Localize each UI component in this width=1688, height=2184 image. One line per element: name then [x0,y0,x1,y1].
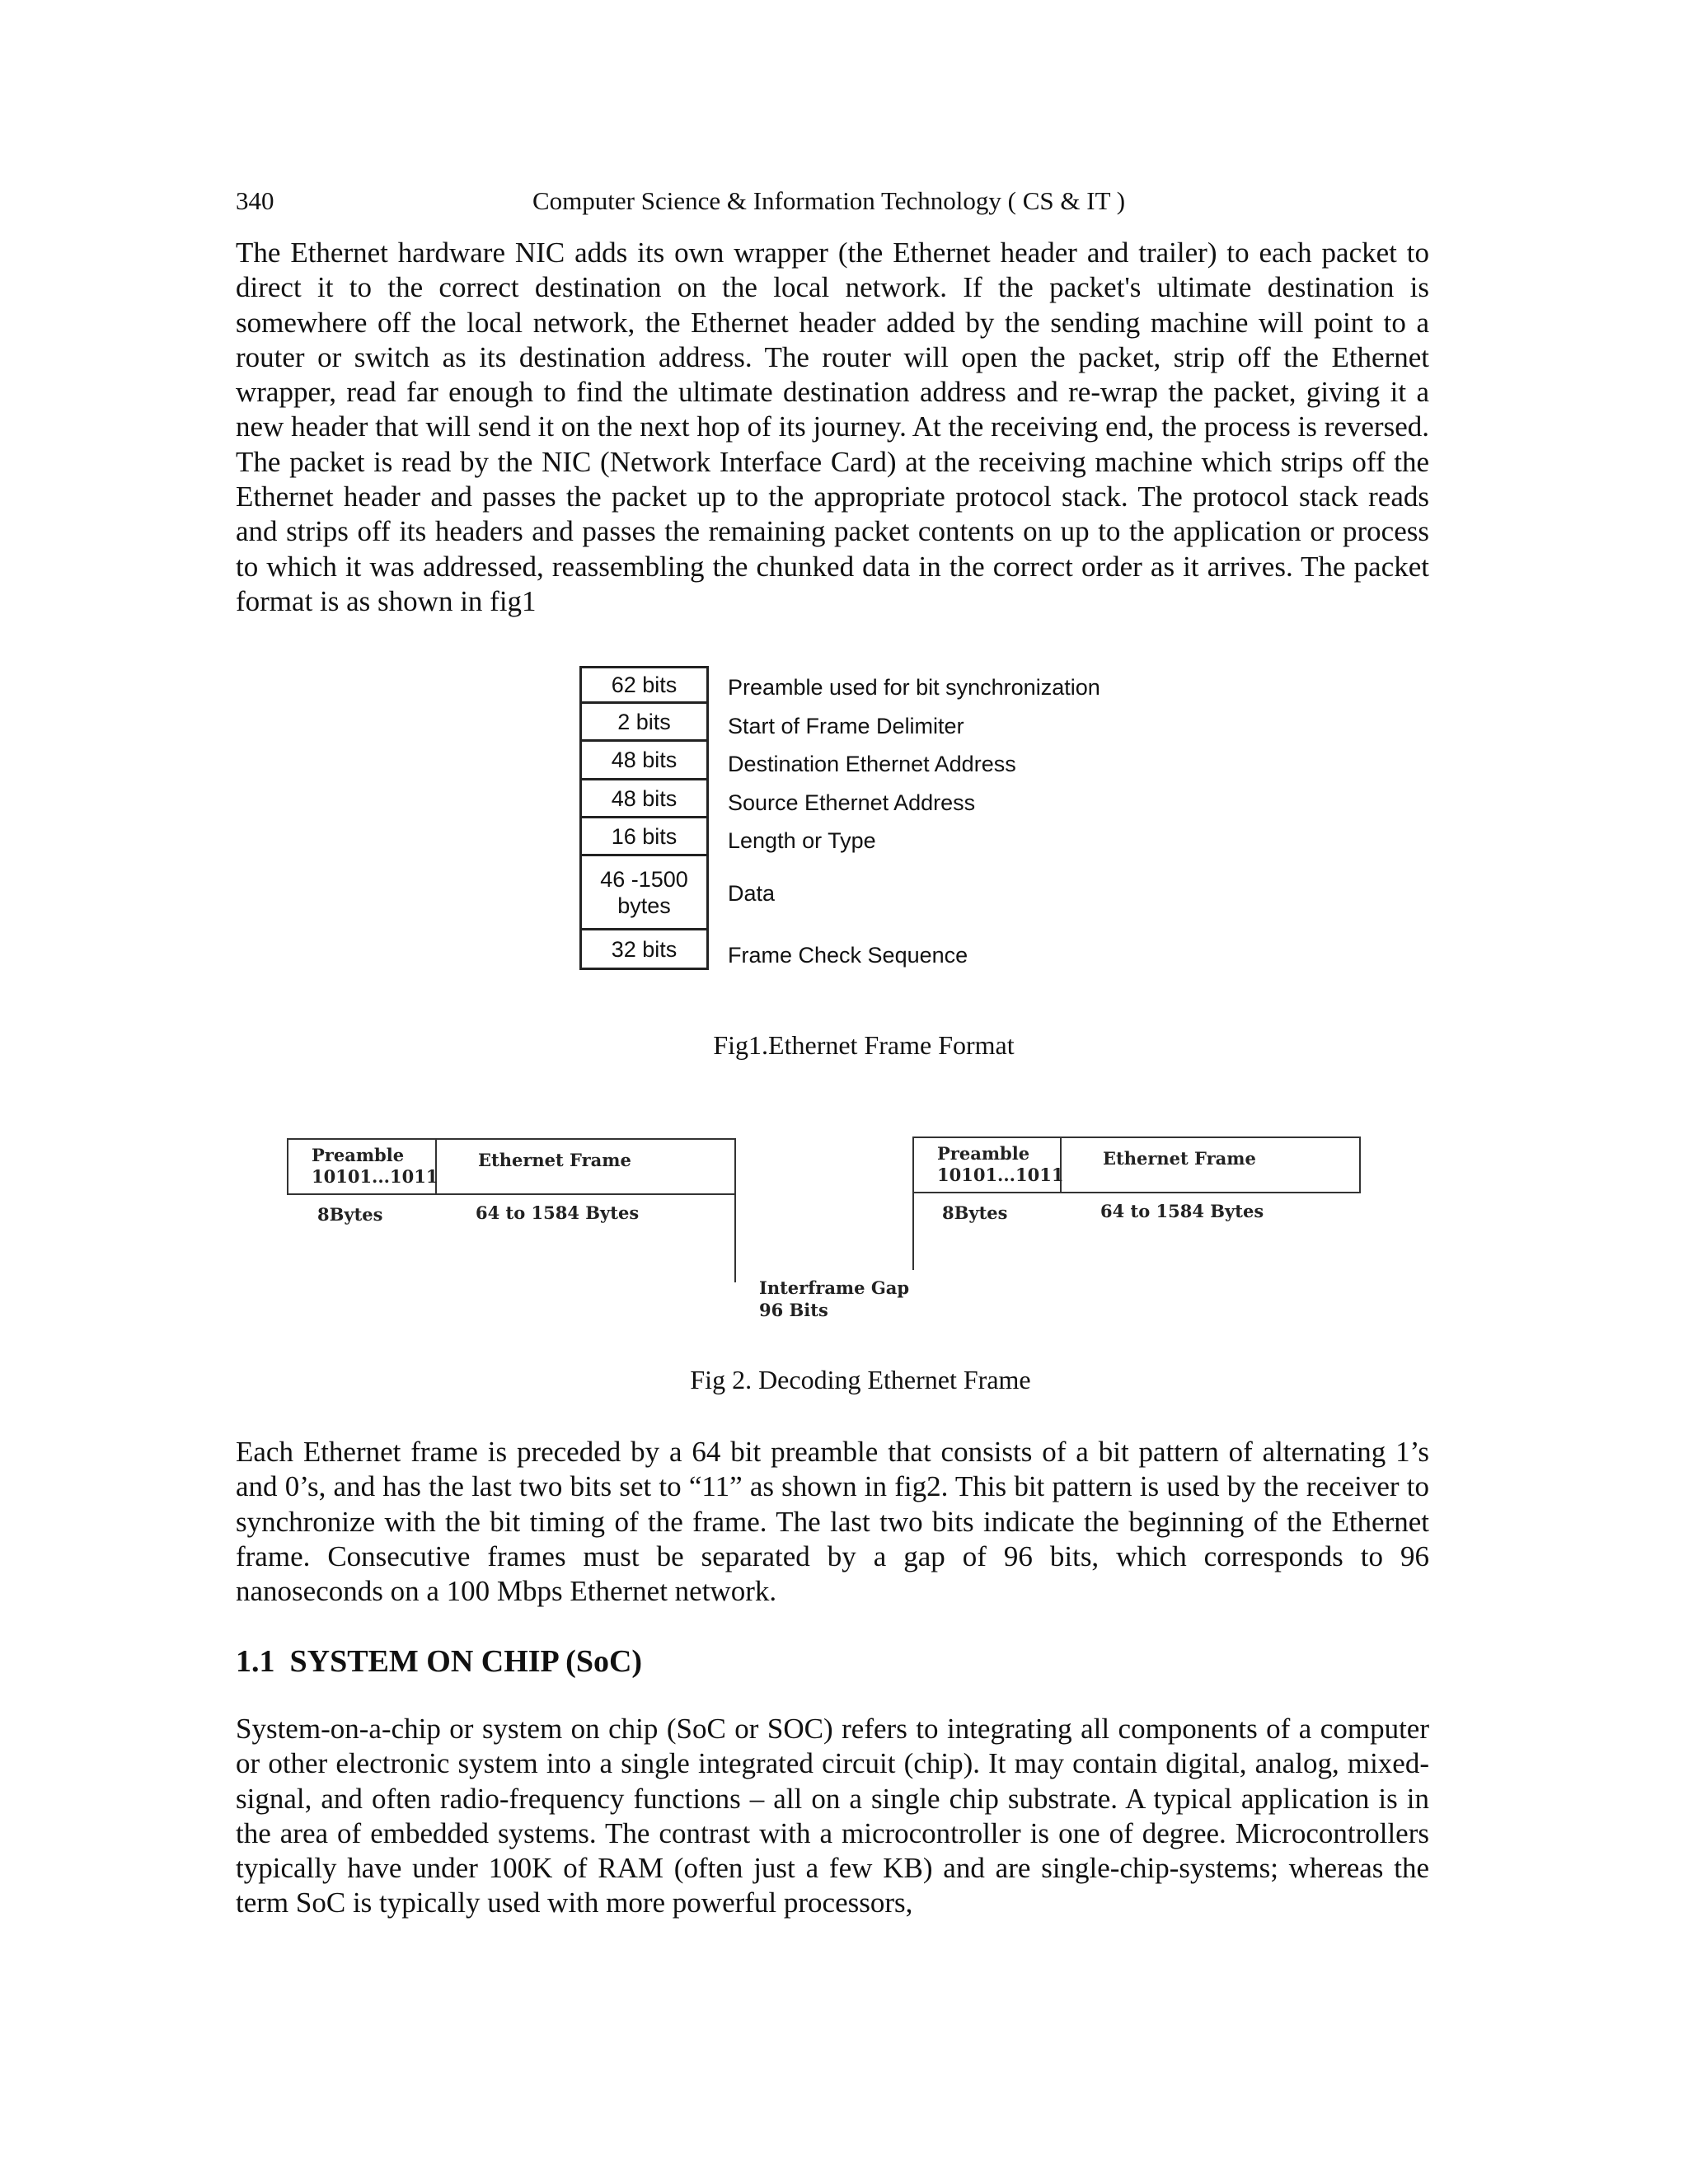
right-ethernet-frame-label: Ethernet Frame [1103,1148,1256,1169]
left-frame-size: 64 to 1584 Bytes [476,1202,640,1223]
body-paragraph-preamble: Each Ethernet frame is preceded by a 64 bit preamble that consists of a bit pattern of alternating 1’s and 0’s, and has the last two bits set to “11” as shown in fig2. This bit pattern is used by the receiver to synchronize with the bit timing of the frame. The last two bits indicate the beginning of the Ethernet frame. Consecutive frames must be separated by a gap of 96 bits, which corresponds to 96 nanoseconds on a 100 Mbps Ethernet network. [236,1436,1429,1608]
page-number: 340 [236,186,274,215]
right-preamble-bits: 10101...1011 [937,1165,1064,1185]
journal-title: Computer Science & Information Technology ( CS & IT ) [532,186,1126,215]
left-preamble-label: Preamble [312,1145,405,1165]
figure-1-caption: Fig1.Ethernet Frame Format [713,1030,1015,1060]
right-preamble-size: 8Bytes [942,1202,1008,1223]
field-size-cell: 48 bits [579,780,709,818]
section-heading [236,1643,642,1680]
field-description: Start of Frame Delimiter [728,713,964,738]
field-description: Length or Type [728,827,876,853]
field-size-cell: 16 bits [579,818,709,856]
field-size-cell: 62 bits [579,666,709,704]
field-size-cell: 48 bits [579,742,709,780]
interframe-gap-label: Interframe Gap [759,1277,910,1298]
left-preamble-bits: 10101...1011 [312,1166,438,1187]
right-preamble-label: Preamble [937,1143,1030,1164]
left-ethernet-frame-label: Ethernet Frame [478,1150,631,1170]
running-header [236,186,1429,219]
field-size-cell: 2 bits [579,704,709,742]
body-paragraph-soc: System-on-a-chip or system on chip (SoC or SOC) refers to integrating all components of a computer or other electronic system into a single integrated circuit (chip). It may contain digital, analog, mixed-signal, and often radio-frequency functions – all on a single chip substrate. A typical application is in the area of embedded systems. The contrast with a microcontroller is one of degree. Microcontrollers typically have under 100K of RAM (often just a few KB) and are single-chip-systems; whereas the term SoC is typically used with more powerful processors, [236,1713,1429,1919]
field-size-cell: 46 -1500 bytes [579,856,709,930]
section-title: SYSTEM ON CHIP (SoC) [289,1644,643,1679]
field-description: Data [728,880,776,906]
field-description: Preamble used for bit synchronization [728,674,1100,700]
section-number: 1.1 [236,1644,275,1679]
figure-2-caption: Fig 2. Decoding Ethernet Frame [690,1365,1031,1394]
field-description: Destination Ethernet Address [728,752,1016,776]
right-frame-gap-line [912,1192,914,1270]
field-description: Frame Check Sequence [728,942,968,968]
field-size-cell: 32 bits [579,930,709,970]
right-frame-size: 64 to 1584 Bytes [1100,1201,1264,1221]
body-paragraph-ethernet-wrapper: The Ethernet hardware NIC adds its own wrapper (the Ethernet header and trailer) to each packet to direct it to the correct destination on the local network. If the packet's ultimate destination is somewhere off the local network, the Ethernet header added by the sending machine will point to a router or switch as its destination address. The router will open the packet, strip off the Ethernet wrapper, read far enough to find the ultimate destination address and re-wrap the packet, giving it a new header that will send it on the next hop of its journey. At the receiving end, the process is reversed. The packet is read by the NIC (Network Interface Card) at the receiving machine which strips off the Ethernet header and passes the packet up to the appropriate protocol stack. The protocol stack reads and strips off its headers and passes the remaining packet contents on up to the application or process to which it was addressed, reassembling the chunked data in the correct order as it arrives. The packet format is as shown in fig1 [236,237,1429,617]
interframe-gap-size: 96 Bits [759,1300,828,1320]
left-frame-gap-line [734,1193,736,1282]
left-preamble-size: 8Bytes [317,1204,383,1225]
field-description: Source Ethernet Address [728,790,976,815]
